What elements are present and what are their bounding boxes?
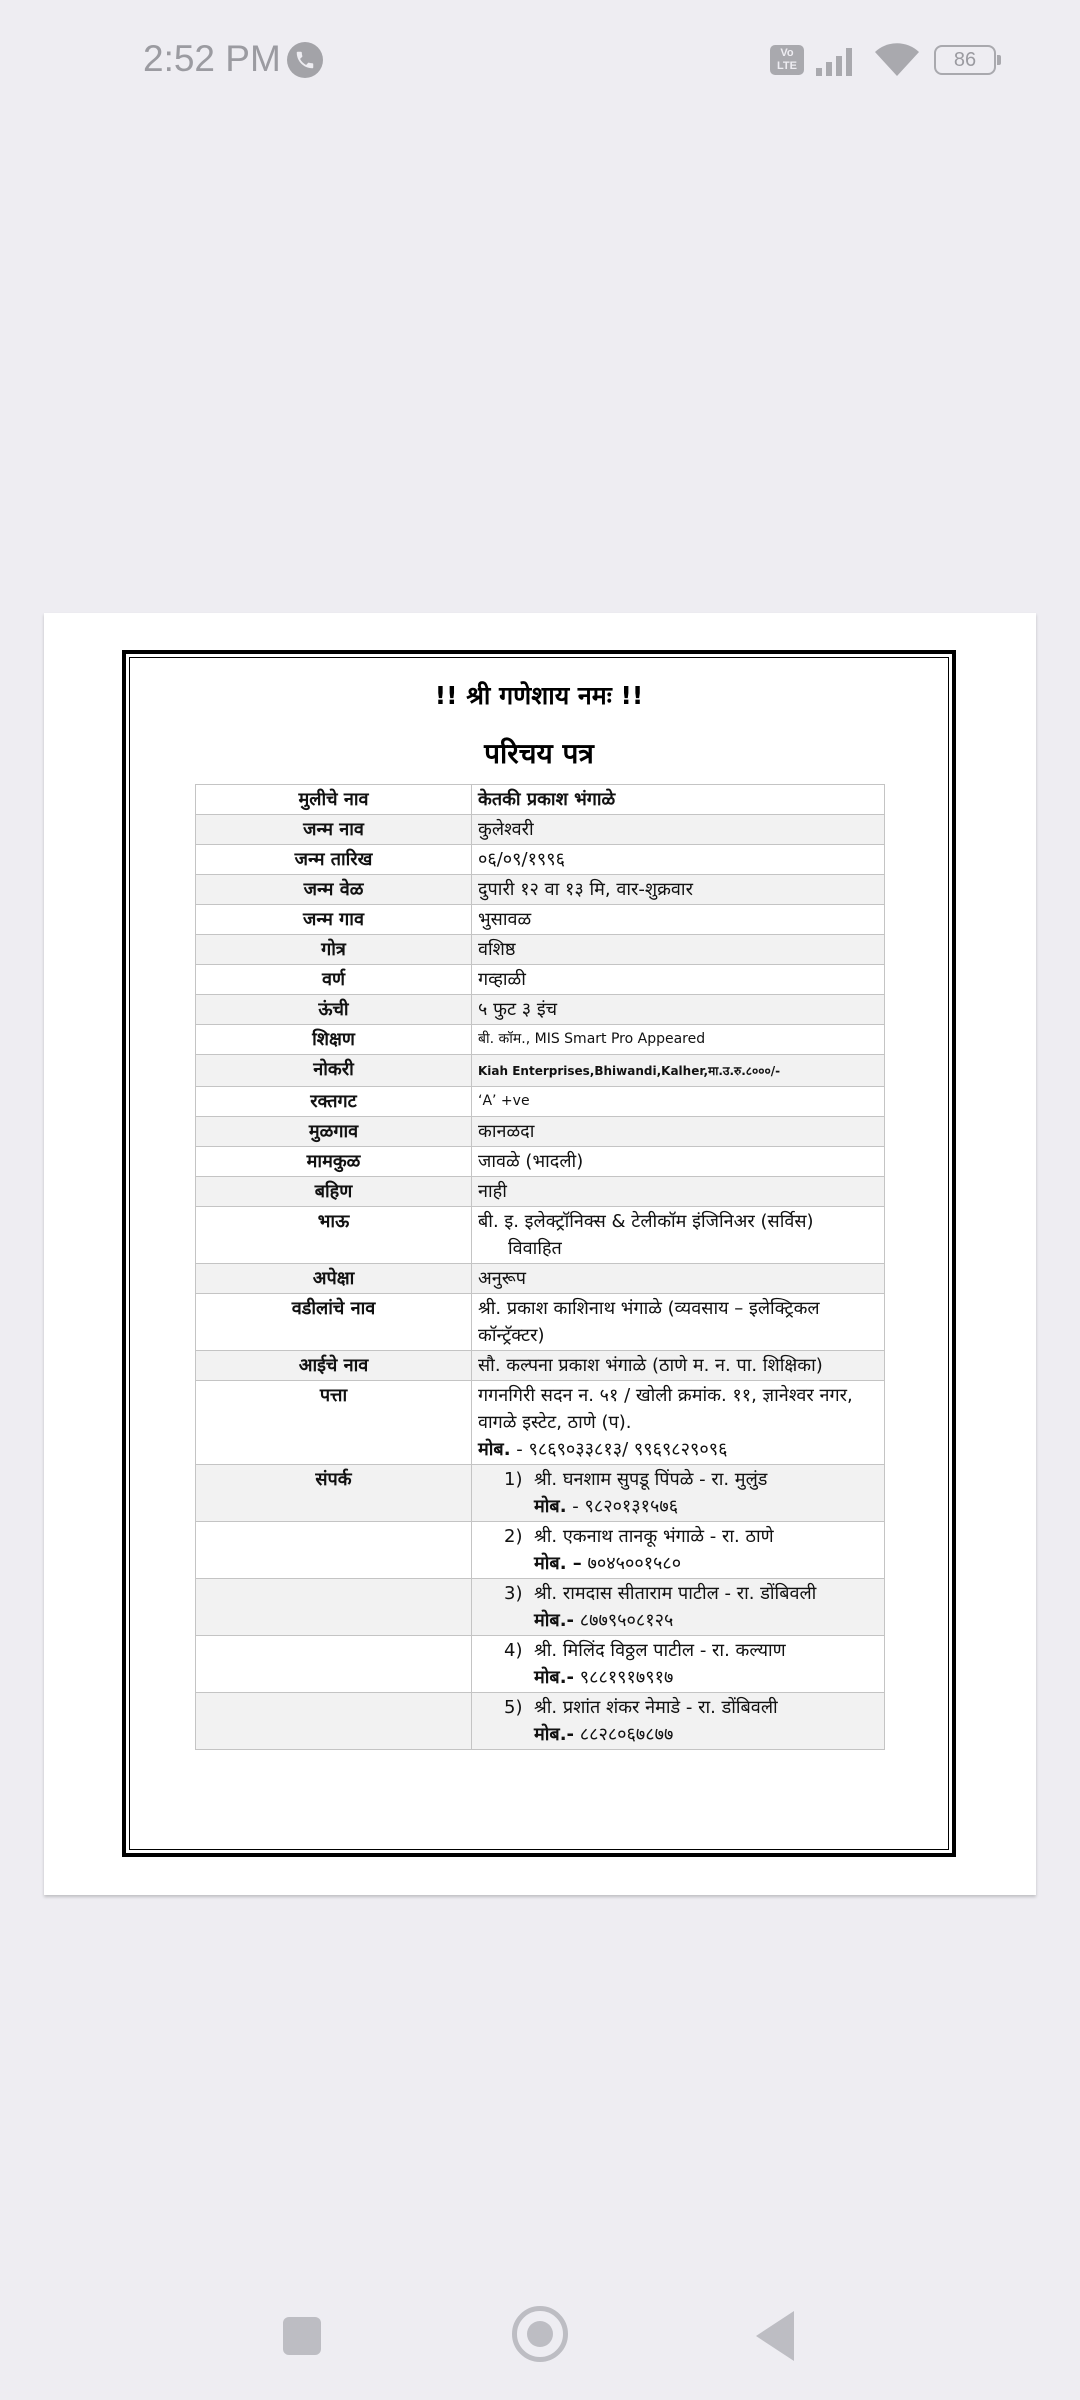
row-label: भाऊ xyxy=(196,1207,472,1264)
contact-name: श्री. मिलिंद विठ्ठल पाटील - रा. कल्याण xyxy=(534,1640,786,1661)
row-label: संपर्क xyxy=(196,1465,472,1522)
document-page xyxy=(44,613,1036,1895)
table-row xyxy=(196,905,885,935)
mobile-label: मोब.- xyxy=(534,1667,575,1688)
contact-item xyxy=(472,1693,885,1750)
mobile-number: - ९८६९०३३८१३/ ९९६९८२९०९६ xyxy=(510,1439,728,1460)
contact-item xyxy=(472,1465,885,1522)
contact-number: 1) xyxy=(504,1469,523,1490)
mobile-number: ८७७९५०८१२५ xyxy=(574,1610,674,1631)
row-label: अपेक्षा xyxy=(196,1264,472,1294)
mobile-label: मोब.- xyxy=(534,1724,575,1745)
row-value: श्री. प्रकाश काशिनाथ भंगाळे (व्यवसाय – इलेक्ट्रिकल कॉन्ट्रॅक्टर) xyxy=(472,1294,885,1351)
row-label: ऊंची xyxy=(196,995,472,1025)
contact-number: 2) xyxy=(504,1526,523,1547)
row-label: जन्म नाव xyxy=(196,815,472,845)
row-value: अनुरूप xyxy=(472,1264,885,1294)
mobile-number: ८८२८०६७८७७ xyxy=(574,1724,674,1745)
row-value: कुलेश्वरी xyxy=(472,815,885,845)
contact-name: श्री. घनशाम सुपडू पिंपळे - रा. मुलुंड xyxy=(534,1469,768,1490)
table-row xyxy=(196,1117,885,1147)
row-label: रक्तगट xyxy=(196,1087,472,1117)
row-value: भुसावळ xyxy=(472,905,885,935)
row-value: दुपारी १२ वा १३ मि, वार-शुक्रवार xyxy=(472,875,885,905)
signal-icon xyxy=(814,44,860,76)
contact-name: श्री. रामदास सीताराम पाटील - रा. डोंबिवली xyxy=(534,1583,817,1604)
table-row xyxy=(196,1294,885,1351)
contact-number: 4) xyxy=(504,1640,523,1661)
wifi-icon xyxy=(872,40,922,78)
row-label: पत्ता xyxy=(196,1381,472,1465)
row-label: वर्ण xyxy=(196,965,472,995)
row-value: बी. इ. इलेक्ट्रॉनिक्स & टेलीकॉम इंजिनिअर (सर्विस) xyxy=(478,1211,814,1232)
row-value: ‘A’ +ve xyxy=(472,1087,885,1117)
mobile-number: ९८८१९१७९१७ xyxy=(574,1667,674,1688)
contact-item xyxy=(472,1579,885,1636)
row-value-secondary: विवाहित xyxy=(508,1238,562,1259)
table-row xyxy=(196,1636,885,1693)
status-bar xyxy=(0,0,1080,120)
recent-apps-icon[interactable] xyxy=(283,2317,321,2355)
battery-icon: 86 xyxy=(934,45,996,75)
mobile-label: मोब. – xyxy=(534,1553,582,1574)
contact-item xyxy=(472,1636,885,1693)
row-value: जावळे (भादली) xyxy=(472,1147,885,1177)
contact-name: श्री. प्रशांत शंकर नेमाडे - रा. डोंबिवली xyxy=(534,1697,778,1718)
biodata-table xyxy=(195,784,885,1750)
home-icon[interactable] xyxy=(512,2306,568,2362)
row-value: गव्हाळी xyxy=(472,965,885,995)
row-value: बी. कॉम., MIS Smart Pro Appeared xyxy=(472,1025,885,1055)
row-label: आईचे नाव xyxy=(196,1351,472,1381)
row-label: शिक्षण xyxy=(196,1025,472,1055)
row-label: गोत्र xyxy=(196,935,472,965)
row-label: जन्म गाव xyxy=(196,905,472,935)
row-label: वडीलांचे नाव xyxy=(196,1294,472,1351)
table-row xyxy=(196,1522,885,1579)
row-value: ५ फुट ३ इंच xyxy=(472,995,885,1025)
contact-number: 5) xyxy=(504,1697,523,1718)
table-row xyxy=(196,785,885,815)
row-value: Kiah Enterprises,Bhiwandi,Kalher,मा.उ.रु.८०००/- xyxy=(478,1064,781,1078)
table-row xyxy=(196,1055,885,1087)
mobile-label: मोब. xyxy=(478,1439,511,1460)
table-row xyxy=(196,845,885,875)
row-value: वशिष्ठ xyxy=(472,935,885,965)
row-value: नाही xyxy=(472,1177,885,1207)
table-row xyxy=(196,1579,885,1636)
table-row xyxy=(196,1465,885,1522)
table-row xyxy=(196,1207,885,1264)
table-row xyxy=(196,935,885,965)
contact-item xyxy=(472,1522,885,1579)
invocation-heading: !! श्री गणेशाय नमः !! xyxy=(434,681,644,710)
table-row xyxy=(196,815,885,845)
table-row xyxy=(196,1147,885,1177)
table-row xyxy=(196,965,885,995)
row-label: मुळगाव xyxy=(196,1117,472,1147)
row-label: मामकुळ xyxy=(196,1147,472,1177)
table-row xyxy=(196,1381,885,1465)
table-row xyxy=(196,1693,885,1750)
row-label: बहिण xyxy=(196,1177,472,1207)
table-row xyxy=(196,1264,885,1294)
volte-icon: Vo LTE xyxy=(770,45,804,75)
table-row xyxy=(196,995,885,1025)
table-row xyxy=(196,875,885,905)
row-label: जन्म वेळ xyxy=(196,875,472,905)
row-label: मुलीचे नाव xyxy=(196,785,472,815)
address-text: गगनगिरी सदन न. ५१ / खोली क्रमांक. ११, ज्ञानेश्वर नगर, वागळे इस्टेट, ठाणे (प). xyxy=(478,1385,853,1433)
row-value: केतकी प्रकाश भंगाळे xyxy=(472,785,885,815)
table-row xyxy=(196,1351,885,1381)
mobile-label: मोब.- xyxy=(534,1610,575,1631)
row-value: कानळदा xyxy=(472,1117,885,1147)
call-icon xyxy=(287,42,323,78)
table-row xyxy=(196,1087,885,1117)
mobile-label: मोब. xyxy=(534,1496,567,1517)
status-time: 2:52 PM xyxy=(143,38,281,79)
page-border xyxy=(122,650,956,1857)
table-row xyxy=(196,1177,885,1207)
row-value: सौ. कल्पना प्रकाश भंगाळे (ठाणे म. न. पा. शिक्षिका) xyxy=(472,1351,885,1381)
document-heading: परिचय पत्र xyxy=(484,737,594,770)
contact-name: श्री. एकनाथ तानकू भंगाळे - रा. ठाणे xyxy=(534,1526,774,1547)
row-label: जन्म तारिख xyxy=(196,845,472,875)
mobile-number: ७०४५००१५८० xyxy=(581,1553,682,1574)
mobile-number: - ९८२०१३१५७६ xyxy=(566,1496,679,1517)
table-row xyxy=(196,1025,885,1055)
back-icon[interactable] xyxy=(756,2311,794,2361)
contact-number: 3) xyxy=(504,1583,523,1604)
row-value: ०६/०९/१९९६ xyxy=(472,845,885,875)
row-label: नोकरी xyxy=(196,1055,472,1087)
